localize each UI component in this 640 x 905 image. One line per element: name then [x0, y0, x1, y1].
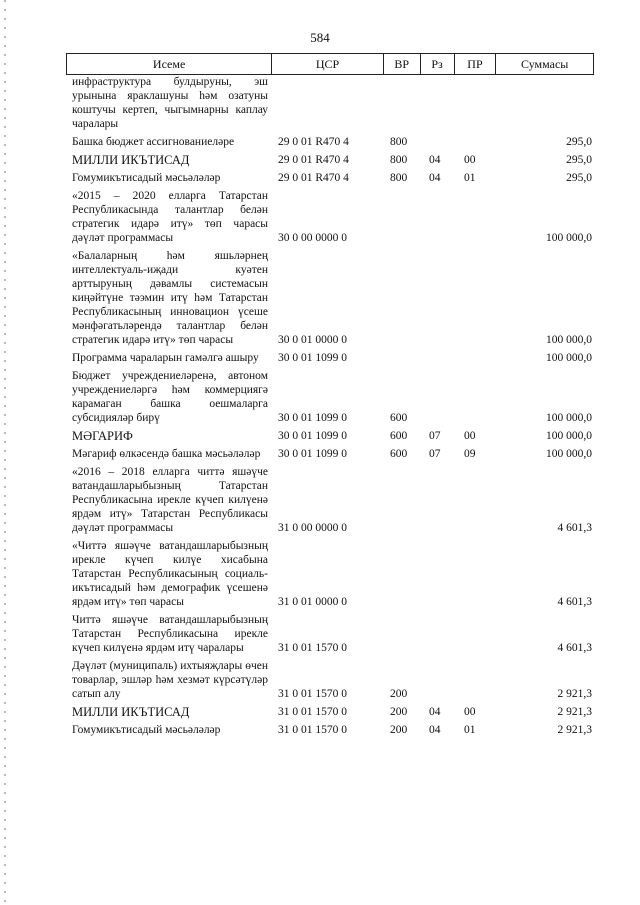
cell-vr [384, 351, 421, 365]
cell-pr: 00 [464, 154, 476, 166]
cell-csr: 31 0 01 1570 0 [278, 724, 347, 736]
header-sum: Суммасы [521, 57, 569, 71]
table-row [66, 153, 594, 167]
cell-sum [497, 75, 594, 131]
table-row [66, 723, 594, 737]
header-name: Исеме [67, 54, 272, 74]
cell-pr [455, 613, 497, 655]
cell-csr: 30 0 01 0000 0 [278, 334, 347, 346]
table-row [66, 369, 594, 425]
cell-vr: 800 [390, 136, 408, 148]
cell-rz [421, 369, 455, 425]
cell-vr [384, 75, 421, 131]
cell-pr [455, 351, 497, 365]
cell-sum: 4 601,3 [557, 642, 592, 654]
cell-pr [455, 135, 497, 149]
cell-pr: 00 [464, 706, 476, 718]
cell-name: МИЛЛИ ИКЪТИСАД [72, 153, 190, 167]
cell-sum: 295,0 [566, 154, 592, 166]
cell-csr: 30 0 01 1099 0 [278, 430, 347, 442]
table-row [66, 539, 594, 609]
cell-name: «2016 – 2018 елларга читтә яшәүче ватандашларыбызның Татарстан Республикасына ирекле күчеп килүенә ярдәм итү» Татарстан Республикасы дәүләт программасы [72, 466, 268, 534]
cell-name: инфраструктура булдыруны, эш урынына яраклашуны һәм озатуны коштучы кертеп, чыгымнарны каплау чаралары [72, 76, 268, 130]
cell-name: Читтә яшәүче ватандашларыбызның Татарстан Республикасына ирекле күчеп килүенә ярдәм итү чаралары [72, 614, 268, 654]
cell-csr: 30 0 01 1099 0 [278, 352, 347, 364]
table-row [66, 75, 594, 131]
cell-name: «Читтә яшәүче ватандашларыбызның ирекле күчеп килүе хисабына Татарстан Республикасының социаль-икътисадый һәм демографик үсешенә ярдәм итү» төп чарасы [72, 540, 268, 608]
cell-csr: 30 0 00 0000 0 [278, 232, 347, 244]
header-csr: ЦСР [272, 54, 384, 74]
cell-csr: 30 0 01 1099 0 [278, 412, 347, 424]
cell-sum: 295,0 [566, 136, 592, 148]
cell-pr [455, 539, 497, 609]
cell-vr: 600 [390, 448, 408, 460]
cell-sum: 100 000,0 [546, 334, 592, 346]
cell-rz [421, 465, 455, 535]
cell-sum: 100 000,0 [546, 232, 592, 244]
scan-margin-marks [4, 0, 6, 905]
cell-name: МИЛЛИ ИКЪТИСАД [72, 705, 190, 719]
cell-sum: 100 000,0 [546, 448, 592, 460]
cell-csr: 30 0 01 1099 0 [278, 448, 347, 460]
cell-name: Мәгариф өлкәсендә башка мәсьәләләр [72, 448, 261, 460]
cell-pr: 01 [464, 724, 476, 736]
cell-csr [272, 75, 384, 131]
cell-name: «2015 – 2020 елларга Татарстан Республикасында талантлар белән стратегик идарә итү» төп чарасы дәүләт программасы [72, 190, 268, 244]
cell-csr: 31 0 01 1570 0 [278, 688, 347, 700]
table-row [66, 429, 594, 443]
cell-name: Гомумикътисадый мәсьәләләр [72, 724, 221, 736]
cell-rz [421, 351, 455, 365]
table-row [66, 465, 594, 535]
cell-vr: 200 [390, 688, 408, 700]
cell-pr [455, 189, 497, 245]
cell-rz [421, 539, 455, 609]
cell-rz: 04 [429, 724, 441, 736]
table-row [66, 171, 594, 185]
cell-pr [455, 369, 497, 425]
cell-vr: 600 [390, 412, 408, 424]
cell-rz [421, 189, 455, 245]
cell-pr [455, 249, 497, 347]
cell-rz: 07 [429, 430, 441, 442]
cell-pr [455, 465, 497, 535]
cell-csr: 31 0 00 0000 0 [278, 522, 347, 534]
header-rz: Рз [421, 54, 455, 74]
cell-name: Бюджет учреждениеләренә, автоном учреждениеләргә һәм коммерциягә карамаган башка оешмаларга субсидияләр бирү [72, 370, 268, 424]
cell-vr [384, 613, 421, 655]
table-row [66, 705, 594, 719]
cell-rz: 04 [429, 154, 441, 166]
table-row [66, 135, 594, 149]
page-number: 584 [310, 30, 330, 45]
cell-pr: 01 [464, 172, 476, 184]
cell-csr: 31 0 01 1570 0 [278, 706, 347, 718]
table-row [66, 659, 594, 701]
cell-name: Программа чараларын гамәлгә ашыру [72, 352, 259, 364]
cell-rz [421, 659, 455, 701]
cell-pr [455, 659, 497, 701]
cell-vr: 200 [390, 706, 408, 718]
cell-sum: 100 000,0 [546, 352, 592, 364]
cell-name: Гомумикътисадый мәсьәләләр [72, 172, 221, 184]
cell-rz [421, 135, 455, 149]
cell-sum: 4 601,3 [557, 596, 592, 608]
cell-csr: 29 0 01 R470 4 [278, 172, 349, 184]
table-row [66, 447, 594, 461]
cell-vr [384, 249, 421, 347]
cell-name: Дәүләт (муниципаль) ихтыяҗлары өчен товарлар, эшләр һәм хезмәт күрсәтүләр сатып алу [72, 660, 268, 700]
header-vr: ВР [384, 54, 421, 74]
cell-rz [421, 75, 455, 131]
cell-vr [384, 465, 421, 535]
cell-sum: 2 921,3 [557, 688, 592, 700]
budget-table [66, 53, 594, 741]
cell-name: Башка бюджет ассигнованиеләре [72, 136, 235, 148]
cell-csr: 31 0 01 1570 0 [278, 642, 347, 654]
cell-vr: 600 [390, 430, 408, 442]
cell-rz: 04 [429, 706, 441, 718]
cell-name: «Балаларның һәм яшьләрнең интеллектуаль-иҗади куәтен арттыруның дәвамлы системасын киңәйтүне тәэмин итү һәм Татарстан Республикасының инновацион үсеше мәнфәгатьләрендә талантлар белән стратегик идарә итү» төп чарасы [72, 250, 268, 346]
cell-rz [421, 613, 455, 655]
cell-csr: 31 0 01 0000 0 [278, 596, 347, 608]
cell-sum: 2 921,3 [557, 706, 592, 718]
cell-sum: 2 921,3 [557, 724, 592, 736]
cell-sum: 295,0 [566, 172, 592, 184]
cell-vr: 800 [390, 154, 408, 166]
cell-name: МӘГАРИФ [72, 429, 133, 443]
table-row [66, 189, 594, 245]
cell-rz: 04 [429, 172, 441, 184]
table-row [66, 613, 594, 655]
cell-pr: 00 [464, 430, 476, 442]
cell-pr: 09 [464, 448, 476, 460]
cell-csr: 29 0 01 R470 4 [278, 136, 349, 148]
table-header [66, 53, 594, 75]
table-body [66, 75, 594, 737]
cell-sum: 100 000,0 [546, 412, 592, 424]
table-row [66, 351, 594, 365]
table-row [66, 249, 594, 347]
cell-rz: 07 [429, 448, 441, 460]
cell-sum: 4 601,3 [557, 522, 592, 534]
cell-sum: 100 000,0 [546, 430, 592, 442]
cell-vr: 800 [390, 172, 408, 184]
cell-vr: 200 [390, 724, 408, 736]
cell-rz [421, 249, 455, 347]
header-pr: ПР [455, 54, 497, 74]
cell-vr [384, 539, 421, 609]
cell-csr: 29 0 01 R470 4 [278, 154, 349, 166]
cell-pr [455, 75, 497, 131]
cell-vr [384, 189, 421, 245]
